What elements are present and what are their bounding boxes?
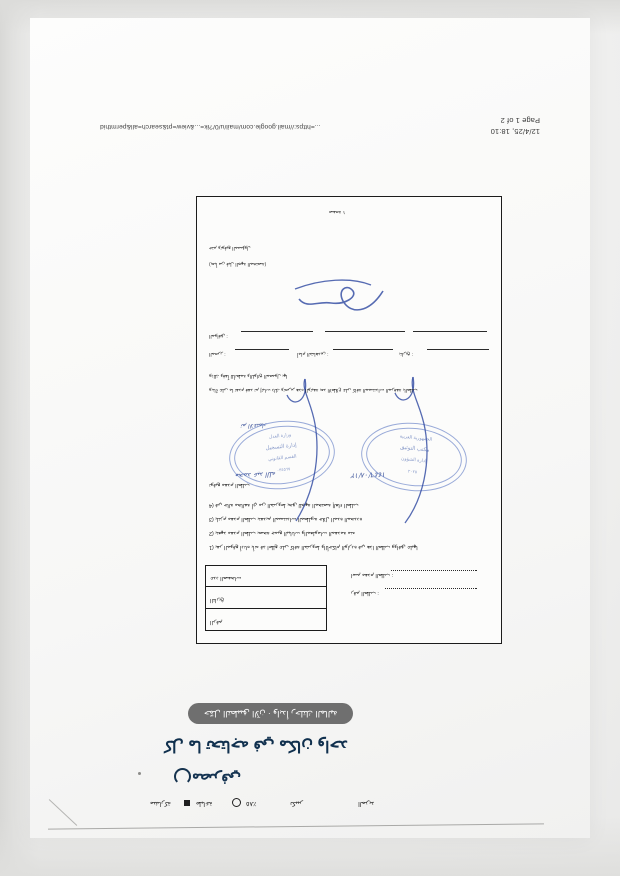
signature-flourish: [281, 275, 391, 321]
body-paragraph: 3) يلتزم مقدم الطلب بتقديم المستندات المطلوبة خلال المدة المحددة: [209, 516, 363, 522]
browser-print-header: [100, 96, 540, 136]
inline-field-rule: [241, 331, 313, 332]
stamp-line: إدارة التسجيل: [265, 442, 297, 452]
percent-label: ٨٥٪: [246, 800, 257, 807]
footer-line: ختم وتوقيع المسؤول: [209, 245, 251, 250]
ref-label: التاريخ: [210, 597, 225, 603]
ref-label: الرقم: [210, 619, 223, 625]
more-label[interactable]: المزيد: [358, 800, 375, 807]
share-label[interactable]: مشاركة: [150, 800, 171, 807]
field-rule: [385, 588, 477, 589]
footer-note: (يعبأ من قبل الجهة المختصة): [209, 261, 267, 266]
field-label: اسم مقدم الطلب :: [351, 572, 394, 578]
promo-headline: كل ما تحتاجه في مكان واحد: [164, 737, 348, 754]
field-label: رقم الطلب :: [351, 590, 379, 596]
stamp-line: ٠٣٤٥٦٧: [276, 466, 291, 473]
stamp-line: ٢٠٢٥: [407, 468, 418, 475]
brand-name: مصرفي: [192, 770, 241, 787]
handwriting-entry: ١٤٤٦/٠٨/١٢: [350, 470, 386, 480]
signature-title: توقيع مقدم الطلب: [209, 482, 250, 488]
table-row: [206, 608, 326, 630]
print-icon[interactable]: [232, 798, 241, 807]
inline-field-rule: [413, 331, 487, 332]
inline-field-rule: [427, 349, 489, 350]
inline-field-label: بتاريخ :: [399, 351, 413, 356]
promo-cta-button[interactable]: حمّل التطبيق الآن · وابدأ رحلتك المالية: [188, 703, 354, 724]
page-number: صفحة ١: [329, 209, 346, 214]
reference-table: [205, 565, 327, 631]
inline-field-rule: [325, 331, 405, 332]
inline-field-rule: [333, 349, 393, 350]
body-paragraph: 1) يقر الموقع أدناه بأنه قد اطلع على كافة الشروط والأحكام الواردة في هذا الطلب ووافق عليها: [209, 544, 418, 550]
zoom-label[interactable]: تكبير: [290, 800, 303, 807]
handwriting-entry: محمد عبد الله: [234, 469, 276, 481]
stamp-line: وزارة العدل: [268, 431, 292, 440]
inline-field-label: الموافق :: [209, 333, 228, 338]
stamp-line: إدارة الشؤون: [400, 455, 427, 464]
stamp-line: مكتب التوثيق: [399, 444, 430, 454]
field-rule: [391, 570, 477, 571]
print-header-timestamp: 12/4/25, 18:10: [490, 127, 540, 136]
certificate-form-inner: [201, 201, 497, 639]
print-header-page-label: Page 1 of 2: [500, 116, 540, 126]
certificate-form: [196, 196, 502, 644]
stamp-line: القسم القانوني: [267, 453, 297, 462]
print-label[interactable]: طباعة: [196, 800, 213, 807]
body-paragraph: 4) في حالة مخالفة أي من الشروط يحق للجهة المختصة إلغاء الطلب: [209, 502, 359, 508]
inline-field-label: أمام الشاهدين :: [297, 351, 329, 356]
print-header-meta: [491, 114, 540, 136]
app-promo-footer: [140, 660, 500, 810]
share-icon[interactable]: [184, 800, 190, 806]
handwriting-entry: تم الاعتماد: [240, 421, 268, 430]
table-row: [206, 586, 326, 608]
inline-field-label: المحرر :: [209, 351, 226, 356]
print-toolbar: [150, 794, 490, 810]
lower-paragraph: وذلك وفقاً للأنظمة واللوائح المعمول بها: [209, 373, 288, 378]
print-header-url: https://mail.google.com/mail/u/0/?ik=...&view=pt&search=all&permthid=...: [100, 123, 321, 130]
brand-mark-icon: [174, 768, 191, 785]
stamp-line: الجمهورية العربية: [399, 433, 433, 442]
inline-field-rule: [235, 349, 289, 350]
table-row: [206, 565, 326, 586]
ref-label: عدد الصفحات: [210, 575, 242, 581]
body-paragraph: 2) يتعهد مقدم الطلب بصحة جميع البيانات والمعلومات المقدمة منه: [209, 530, 356, 536]
lower-paragraph: وبناءً على ما تقدم فقد تم إثبات ذلك وتحرير هذه الوثيقة بعد الاطلاع على كافة المستندات المرفقة بالطلب: [209, 387, 418, 392]
